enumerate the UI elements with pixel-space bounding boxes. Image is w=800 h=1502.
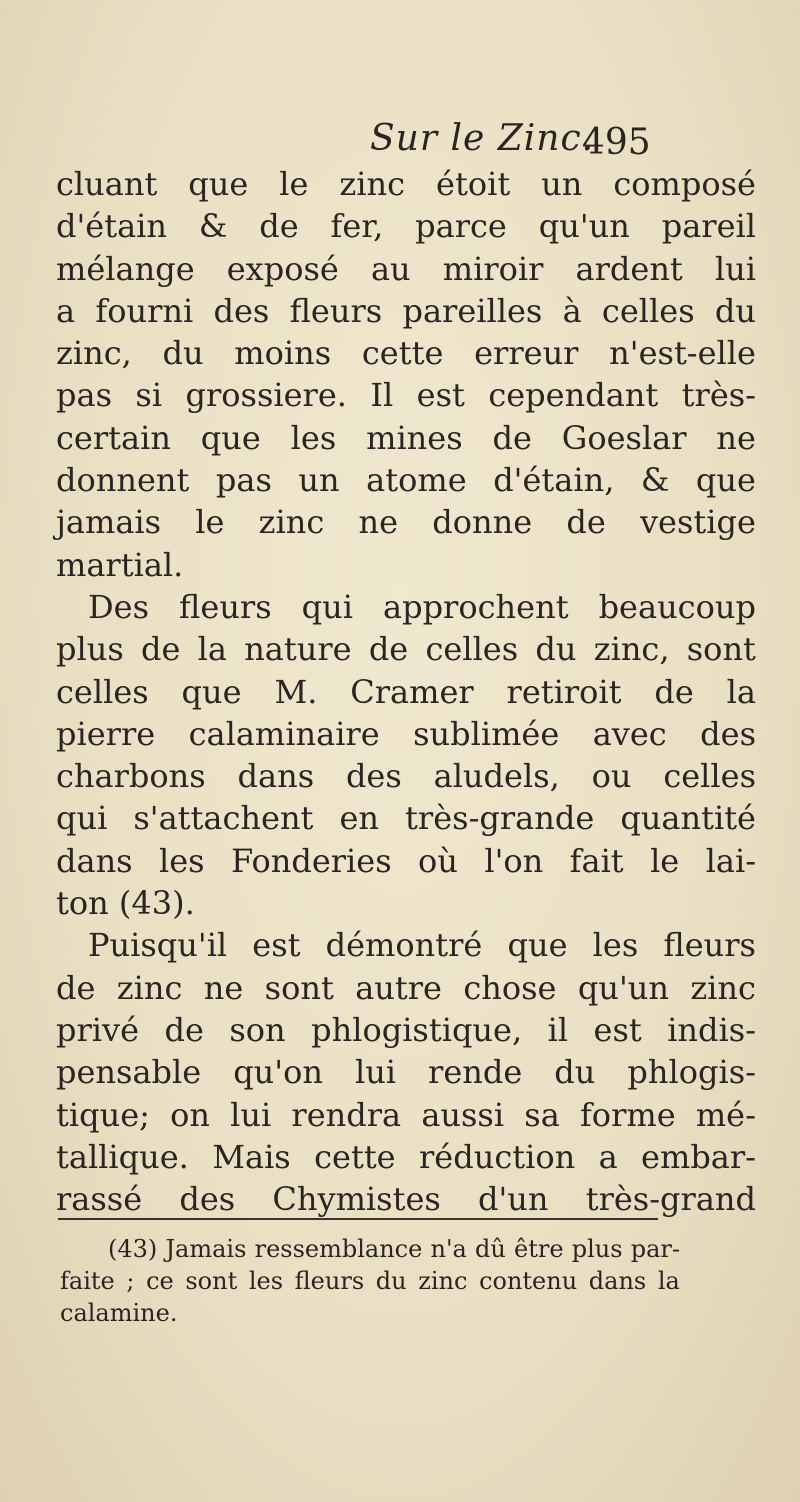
footnote-divider <box>58 1218 658 1220</box>
text-line: de zinc ne sont autre chose qu'un zinc <box>56 968 756 1007</box>
text-line: charbons dans des aludels, ou celles <box>56 757 756 796</box>
text-line: plus de la nature de celles du zinc, sont <box>56 630 756 669</box>
text-line: privé de son phlogistique, il est indis- <box>56 1010 756 1049</box>
footnote-line: (43) Jamais ressemblance n'a dû être plus par- <box>108 1235 680 1263</box>
text-line: celles que M. Cramer retiroit de la <box>56 672 756 711</box>
footnote-line: faite ; ce sont les fleurs du zinc contenu dans la <box>60 1267 680 1295</box>
text-line: tique; on lui rendra aussi sa forme mé- <box>56 1095 756 1134</box>
text-line: mélange exposé au miroir ardent lui <box>56 249 756 288</box>
text-line: Des fleurs qui approchent beaucoup <box>88 587 756 626</box>
text-line: cluant que le zinc étoit un composé <box>56 165 756 203</box>
page-number: 495 <box>582 122 651 163</box>
text-line: tallique. Mais cette réduction a embar- <box>56 1137 756 1176</box>
text-line: rassé des Chymistes d'un très-grand <box>56 1180 756 1219</box>
text-line: ton (43). <box>56 884 195 923</box>
text-line: d'étain & de fer, parce qu'un pareil <box>56 207 756 246</box>
text-line: pensable qu'on lui rende du phlogis- <box>56 1053 756 1092</box>
text-line: certain que les mines de Goeslar ne <box>56 418 756 457</box>
page-header <box>0 118 800 168</box>
text-line: jamais le zinc ne donne de vestige <box>56 503 756 542</box>
text-line: dans les Fonderies où l'on fait le lai- <box>56 841 756 880</box>
text-line: pas si grossiere. Il est cependant très- <box>56 376 756 415</box>
main-text <box>56 163 756 1220</box>
text-line: Puisqu'il est démontré que les fleurs <box>88 926 756 965</box>
text-line: martial. <box>56 545 184 584</box>
text-line: qui s'attachent en très-grande quantité <box>56 799 756 838</box>
text-line: pierre calaminaire sublimée avec des <box>56 714 756 753</box>
footnote-line: calamine. <box>60 1299 178 1327</box>
text-line: donnent pas un atome d'étain, & que <box>56 461 756 500</box>
text-line: zinc, du moins cette erreur n'est-elle <box>56 334 756 373</box>
text-line: a fourni des fleurs pareilles à celles du <box>56 291 756 330</box>
footnote <box>60 1233 680 1329</box>
running-title: Sur le Zinc. <box>370 118 595 159</box>
